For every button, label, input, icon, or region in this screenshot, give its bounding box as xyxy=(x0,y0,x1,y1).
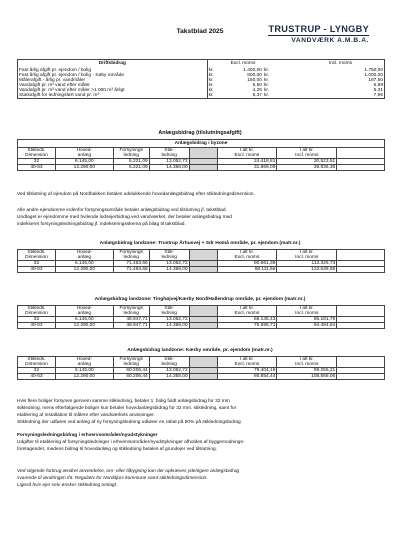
erhverv-heading: Forsyningsledningsbidrag i erhvervsområder/nyudstykninger xyxy=(17,433,158,438)
col-header: I alt kr. xyxy=(277,250,337,256)
cell-blank xyxy=(337,267,385,273)
col-header: Excl. moms xyxy=(217,362,277,368)
drift-incl: 1.750,00 xyxy=(297,68,385,73)
col-header: Dimension xyxy=(18,362,56,368)
cell-stik: 13.052,72 xyxy=(149,261,189,267)
cell-dim: 40-63 xyxy=(18,323,56,329)
col-header: ledning xyxy=(149,362,189,368)
col-header: Excl. moms xyxy=(217,153,277,159)
col-header: Stik- xyxy=(149,306,189,312)
cell-excl: 75.595,71 xyxy=(217,323,277,329)
byzone-subtitle: Anlægsbidrag i byzone xyxy=(18,140,385,148)
drift-unit: kr. xyxy=(263,78,270,84)
col-header: Hoved- xyxy=(55,306,113,312)
page-title: Takstblad 2025 xyxy=(176,28,224,35)
cell-hoved: 6.145,00 xyxy=(55,317,113,323)
col-header: Stik- xyxy=(149,148,189,154)
table-row xyxy=(18,323,385,329)
cell-incl: 108.568,06 xyxy=(277,374,337,380)
col-header: Dimension xyxy=(18,255,56,261)
cell-incl: 122.639,58 xyxy=(277,267,337,273)
col-header: Forsynings xyxy=(113,306,149,312)
driftsbidrag-table xyxy=(17,59,385,99)
nordbakken-note xyxy=(17,191,385,198)
drift-unit: kr. xyxy=(208,68,214,73)
cell-excl: 31.869,09 xyxy=(217,165,277,171)
drift-incl: 187,50 xyxy=(297,78,385,83)
cell-hoved: 12.290,00 xyxy=(55,374,113,380)
cell-blank xyxy=(337,165,385,171)
land1-title: Anlægsbidrag landzone: Trustrup Århusvej + Sdr Homå område, pr. ejendom (matr.nr.) xyxy=(99,241,301,246)
cell-stik: 14.358,00 xyxy=(149,267,189,273)
cell-forsy: 5.221,09 xyxy=(113,165,149,171)
cell-blank xyxy=(337,374,385,380)
col-header: Incl. moms xyxy=(277,255,337,261)
col-header: anlæg xyxy=(55,153,113,159)
note-p1: Ved tilslutning af ejendom på Nordbakken betales udelukkende hovedanlægsbidrag efter stikledningsdimension. xyxy=(17,192,255,197)
cell-dim: 32 xyxy=(18,261,56,267)
note-p3c: etablering af installation til målere efter vandværkets anvisninger. xyxy=(17,413,155,419)
col-header: Incl. moms xyxy=(277,311,337,317)
col-header: Incl. moms xyxy=(277,153,337,159)
drift-unit: kr. xyxy=(263,68,270,73)
drift-unit: kr. xyxy=(208,73,214,79)
drift-label: Fast årlig afgift pr. ejendom / bolig - Søby område xyxy=(18,73,208,78)
drift-spacer xyxy=(277,93,297,99)
land3-title: Anlægsbidrag landzone: Kærby område, pr. ejendom (matr.nr.) xyxy=(127,348,273,353)
cell-incl: 85.181,79 xyxy=(277,317,337,323)
cell-forsy: 60.206,44 xyxy=(113,368,149,374)
drift-unit: kr. xyxy=(263,93,277,99)
cell-stik: 13.052,72 xyxy=(149,159,189,165)
cell-dim: 40-63 xyxy=(18,165,56,171)
land2-table xyxy=(17,305,385,329)
note-p3b: stikledning, mens efterfølgende boliger kun betaler hovedanlægsbidrag for 32 mm. stikledning, samt for xyxy=(17,406,237,412)
byzone-table xyxy=(17,139,385,171)
col-header: ledning xyxy=(149,311,189,317)
col-header: Forsynings xyxy=(113,148,149,154)
drift-incl: 6,88 xyxy=(297,83,385,88)
drift-incl: 1.000,00 xyxy=(297,73,385,78)
cell-hoved: 12.290,00 xyxy=(55,165,113,171)
shared-stik-note xyxy=(17,398,385,426)
cell-stik: 14.358,00 xyxy=(149,374,189,380)
table-row xyxy=(18,267,385,273)
land1-table xyxy=(17,249,385,273)
col-header: anlæg xyxy=(55,362,113,368)
note-p4a: Udgifter til etablering af forsyningsledninger i erhvervsområder/nyudstykninger afholdes af byggemodnings- xyxy=(17,440,245,446)
regulativ-note xyxy=(17,468,385,489)
cell-blank xyxy=(189,323,217,329)
col-header: ledning xyxy=(149,153,189,159)
cell-excl: 68.145,43 xyxy=(217,317,277,323)
land3-table xyxy=(17,356,385,380)
note-p3a: Hvis flere boliger forsynes gennem samme stikledning, betaler 1. bolig fuldt anlægsbidrag for 32 mm xyxy=(17,399,230,404)
col-header: Stik- xyxy=(149,250,189,256)
cell-forsy: 48.947,71 xyxy=(113,317,149,323)
col-header: Incl. moms xyxy=(277,362,337,368)
cell-stik: 13.052,72 xyxy=(149,317,189,323)
col-header: ledning xyxy=(113,153,149,159)
drift-label: Vandafgift pr. m³ vand efter måler xyxy=(18,83,208,88)
cell-forsy: 48.947,71 xyxy=(113,323,149,329)
note-p3d: Stikledning der udføres ved anlæg af ny forsyningsledning udløser en rabat på 50% på stikledningsbidrag xyxy=(17,420,241,426)
drift-row xyxy=(18,93,385,99)
col-header: I alt kr. xyxy=(217,250,277,256)
drift-unit: kr. xyxy=(208,88,214,94)
drift-unit: kr. xyxy=(263,88,270,94)
logo-line1: TRUSTRUP - LYNGBY xyxy=(268,24,369,34)
anlaeg-title: Anlægsbidrag (tilslutningsafgift) xyxy=(158,130,242,136)
col-header: Stikleds. xyxy=(18,148,56,154)
cell-forsy: 71.463,66 xyxy=(113,267,149,273)
cell-dim: 32 xyxy=(18,317,56,323)
cell-incl: 99.255,21 xyxy=(277,368,337,374)
cell-dim: 40-63 xyxy=(18,374,56,380)
cell-stik: 13.052,72 xyxy=(149,368,189,374)
drift-excl: 5,50 xyxy=(252,83,262,89)
col-header: Forsynings xyxy=(113,357,149,363)
col-header: Hoved- xyxy=(55,250,113,256)
drift-unit: kr. xyxy=(207,93,223,99)
drift-unit: kr. xyxy=(208,78,214,84)
drift-unit: kr. xyxy=(263,83,270,89)
cell-hoved: 6.145,00 xyxy=(55,368,113,374)
col-header: anlæg xyxy=(55,255,113,261)
cell-blank xyxy=(189,165,217,171)
cell-hoved: 6.145,00 xyxy=(55,261,113,267)
col-header: ledning xyxy=(113,311,149,317)
col-header: Excl. moms xyxy=(217,311,277,317)
col-header: ledning xyxy=(113,362,149,368)
col-header: Stik- xyxy=(149,357,189,363)
drift-col-excl: Excl. moms xyxy=(223,60,263,69)
drift-incl: 7,96 xyxy=(297,93,385,99)
col-header: Dimension xyxy=(18,153,56,159)
col-header: Stikleds. xyxy=(18,250,56,256)
cell-blank xyxy=(337,323,385,329)
cell-stik: 14.358,00 xyxy=(149,323,189,329)
col-header: Excl. moms xyxy=(217,255,277,261)
note-p2c: indekseret forsyningsledningsbidrag jf. indekseringsskema på bilag til takstblad. xyxy=(17,222,186,228)
col-header: I alt kr. xyxy=(217,357,277,363)
drift-label: Fast årlig afgift pr. ejendom / bolig xyxy=(18,68,208,73)
drift-excl: 800,00 xyxy=(247,73,262,79)
table-row xyxy=(18,374,385,380)
company-logo xyxy=(268,24,369,44)
drift-excl: 1.400,00 xyxy=(243,68,262,73)
drift-unit: kr. xyxy=(263,73,270,79)
note-p2a: Alle andre ejendomme indenfor forsyningsområde betaler anlægsbidrag ved tilslutning jf. takstblad. xyxy=(17,208,227,213)
col-header: ledning xyxy=(149,255,189,261)
cell-incl: 94.494,64 xyxy=(277,323,337,329)
table-row xyxy=(18,165,385,171)
col-header: anlæg xyxy=(55,311,113,317)
forsyning-note xyxy=(17,207,385,228)
cell-forsy: 5.221,09 xyxy=(113,159,149,165)
col-header: Stikleds. xyxy=(18,357,56,363)
cell-hoved: 12.290,00 xyxy=(55,267,113,273)
land2-title: Anlægsbidrag landzone: Tinghøjvej/Kærby Nord/Hallendrup område, pr. ejendom (matr.nr.) xyxy=(94,297,306,302)
drift-label: Målerafgift - årlig pr. vandmåler xyxy=(18,78,208,83)
cell-hoved: 12.290,00 xyxy=(55,323,113,329)
cell-excl: 90.661,38 xyxy=(217,261,277,267)
cell-hoved: 6.145,00 xyxy=(55,159,113,165)
col-header: Forsynings xyxy=(113,250,149,256)
drift-incl: 5,31 xyxy=(297,88,385,93)
cell-blank xyxy=(189,374,217,380)
note-p4b: foretagendet, medens bidrag til hovedanlæg og stikledning betales af grundejer ved tilslutning. xyxy=(17,447,218,453)
cell-dim: 32 xyxy=(18,159,56,165)
cell-excl: 98.111,66 xyxy=(217,267,277,273)
col-header: Hoved- xyxy=(55,357,113,363)
cell-dim: 40-63 xyxy=(18,267,56,273)
col-header: I alt kr. xyxy=(217,148,277,154)
cell-dim: 32 xyxy=(18,368,56,374)
col-header: ledning xyxy=(113,255,149,261)
cell-excl: 79.404,16 xyxy=(217,368,277,374)
drift-label: Statsafgift for ledningsført vand pr. m³ xyxy=(18,93,208,99)
drift-col-incl: Incl. moms xyxy=(297,60,385,69)
drift-label: Vandafgift pr. m³ vand efter måler >1.000 m³ årligt xyxy=(18,88,208,93)
erhverv-section xyxy=(17,432,385,453)
drift-excl: 150,00 xyxy=(247,78,262,84)
col-header: Hoved- xyxy=(55,148,113,154)
col-header: I alt kr. xyxy=(277,306,337,312)
cell-forsy: 60.206,44 xyxy=(113,374,149,380)
cell-stik: 14.358,00 xyxy=(149,165,189,171)
cell-excl: 86.854,44 xyxy=(217,374,277,380)
logo-line2: VANDVÆRK A.M.B.A. xyxy=(268,35,369,44)
cell-forsy: 71.463,66 xyxy=(113,261,149,267)
drift-unit: kr. xyxy=(208,83,214,89)
note-p5c: Ligeså hvis ejer selv ønsker stikledning omlagt. xyxy=(17,483,118,489)
col-header: I alt kr. xyxy=(277,357,337,363)
drift-excl: 6,37 xyxy=(223,93,263,99)
cell-incl: 113.326,73 xyxy=(277,261,337,267)
cell-excl: 24.418,81 xyxy=(217,159,277,165)
col-header: I alt kr. xyxy=(277,148,337,154)
cell-blank xyxy=(189,267,217,273)
cell-incl: 39.836,36 xyxy=(277,165,337,171)
note-p2b: Undtaget er ejendomme med hvilende lodsejerbidrag ved vandværket, der betaler anlægsbidrag med xyxy=(17,215,232,221)
cell-incl: 30.523,51 xyxy=(277,159,337,165)
drift-excl: 4,25 xyxy=(252,88,262,94)
col-header: Stikleds. xyxy=(18,306,56,312)
drift-title: Driftsbidrag xyxy=(18,60,208,69)
col-header: Dimension xyxy=(18,311,56,317)
note-p5b: svarende til ændringen iht. Regulativ for Norddjurs kommune samt stikledningsdimension. xyxy=(17,476,208,482)
note-p5a: Ved stigende forbrug ændret anvendelse, om- eller tilbygning kan der opkræves yderligere anlægsbidrag xyxy=(17,469,240,474)
col-header: I alt kr. xyxy=(217,306,277,312)
